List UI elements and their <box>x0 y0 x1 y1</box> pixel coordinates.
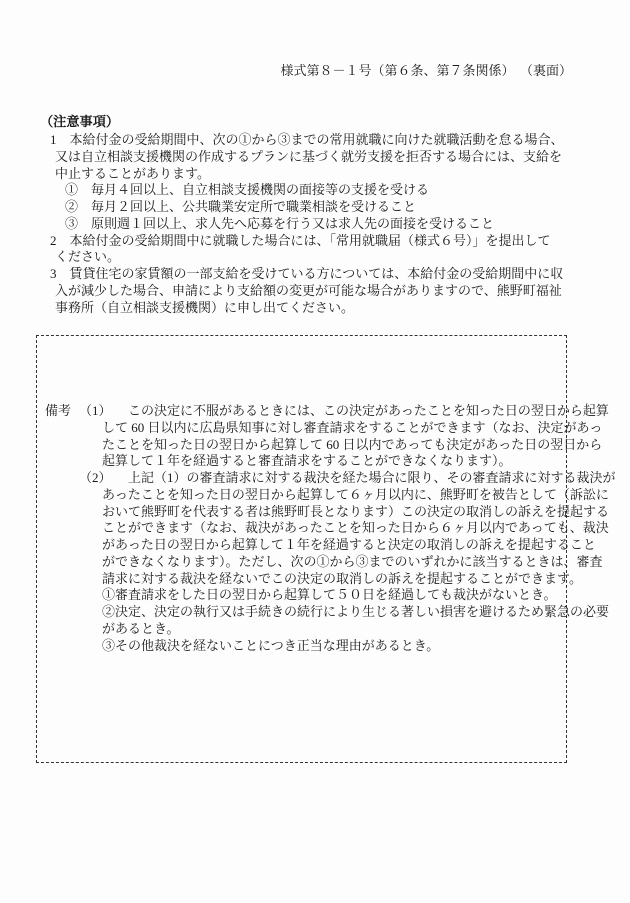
notice-line-6: ③ 原則週１回以上、求人先へ応募を行う又は求人先の面接を受けること <box>65 215 495 231</box>
notice-title: （注意事項） <box>40 114 120 129</box>
remarks-item2-line-2: あったことを知った日の翌日から起算して６ヶ月以内に、熊野町を被告として（訴訟に <box>102 486 609 502</box>
form-number: 様式第８－１号（第６条、第７条関係） <box>280 63 515 78</box>
notice-line-5: ② 毎月２回以上、公共職業安定所で職業相談を受けること <box>65 199 417 214</box>
notice-line-3: 中止することがあります。 <box>55 165 210 181</box>
notice-line-9: 3 賃貸住宅の家賃額の一部支給を受けている方については、本給付金の受給期間中に収 <box>50 266 564 281</box>
remarks-content <box>37 403 616 654</box>
notice-line-1: 1 本給付金の受給期間中、次の①から③までの常用就職に向けた就職活動を怠る場合、 <box>50 132 564 147</box>
side-label: （裏面） <box>526 63 572 78</box>
remarks-item1-line-2: して 60 日以内に広島県知事に対し審査請求をすることができます（なお、決定があっ <box>102 419 603 435</box>
notice-line-7: 2 本給付金の受給期間中に就職した場合には、「常用就職届（様式６号）」を提出して <box>50 232 551 248</box>
remarks-item2-line-9: ②決定、決定の執行又は手続きの続行により生じる著しい損害を避けるため緊急の必要 <box>102 604 610 619</box>
remarks-item2-line-7: 請求に対する裁決を経ないでこの決定の取消しの訴えを提起することができます。 <box>102 570 582 586</box>
remarks-item2-line-6: ができなくなります）。ただし、次の①から③までのいずれかに該当するときは、審査 <box>102 553 603 569</box>
notice-line-8: ください。 <box>55 249 121 265</box>
notice-line-10: 入が減少した場合、申請により支給額の変更が可能な場合がありますので、熊野町福祉 <box>55 282 562 298</box>
remarks-item1-text: この決定に不服があるときには、この決定があったことを知った日の翌日から起算 <box>128 403 609 418</box>
notice-line-2: 又は自立相談支援機関の作成するプランに基づく就労支援を拒否する場合には、支給を <box>55 148 563 164</box>
remarks-item2-line-8: ①審査請求をした日の翌日から起算して５０日を経過しても裁決がないとき。 <box>102 587 557 603</box>
remarks-item1-line-1 <box>37 403 609 420</box>
remarks-item1-marker: （1） <box>79 403 112 418</box>
remarks-box <box>36 335 616 763</box>
remarks-item2-line-11: ③その他裁決を経ないことにつき正当な理由があるとき。 <box>102 637 440 653</box>
remarks-label: 備考 <box>45 403 72 418</box>
remarks-item2-line-4: ことができます（なお、裁決があったことを知った日から６ヶ月以内であっても、裁決 <box>102 520 609 536</box>
remarks-item2-line-1 <box>37 470 616 487</box>
remarks-item1-line-3: たことを知った日の翌日から起算して 60 日以内であっても決定があった日の翌日から <box>102 436 603 452</box>
notice-section <box>40 112 600 316</box>
notice-line-4: ① 毎月４回以上、自立相談支援機関の面接等の支援を受ける <box>65 182 430 198</box>
remarks-item1-line-4: 起算して１年を経過すると審査請求をすることができなくなります）。 <box>102 453 512 469</box>
remarks-item2-marker: （2） <box>79 470 112 485</box>
remarks-item2-line-5: があった日の翌日から起算して１年を経過すると決定の取消しの訴えを提起すること <box>102 537 596 552</box>
remarks-item2-line-3: おいて熊野町を代表する者は熊野町長となります）この決定の取消しの訴えを提起する <box>102 503 610 519</box>
remarks-item2-text: 上記（1）の審査請求に対する裁決を経た場合に限り、その審査請求に対する裁決が <box>128 470 616 485</box>
form-number-header <box>0 60 572 79</box>
notice-line-11: 事務所（自立相談支援機関）に申し出てください。 <box>55 299 355 315</box>
remarks-item2-line-10: があるとき。 <box>102 620 180 636</box>
